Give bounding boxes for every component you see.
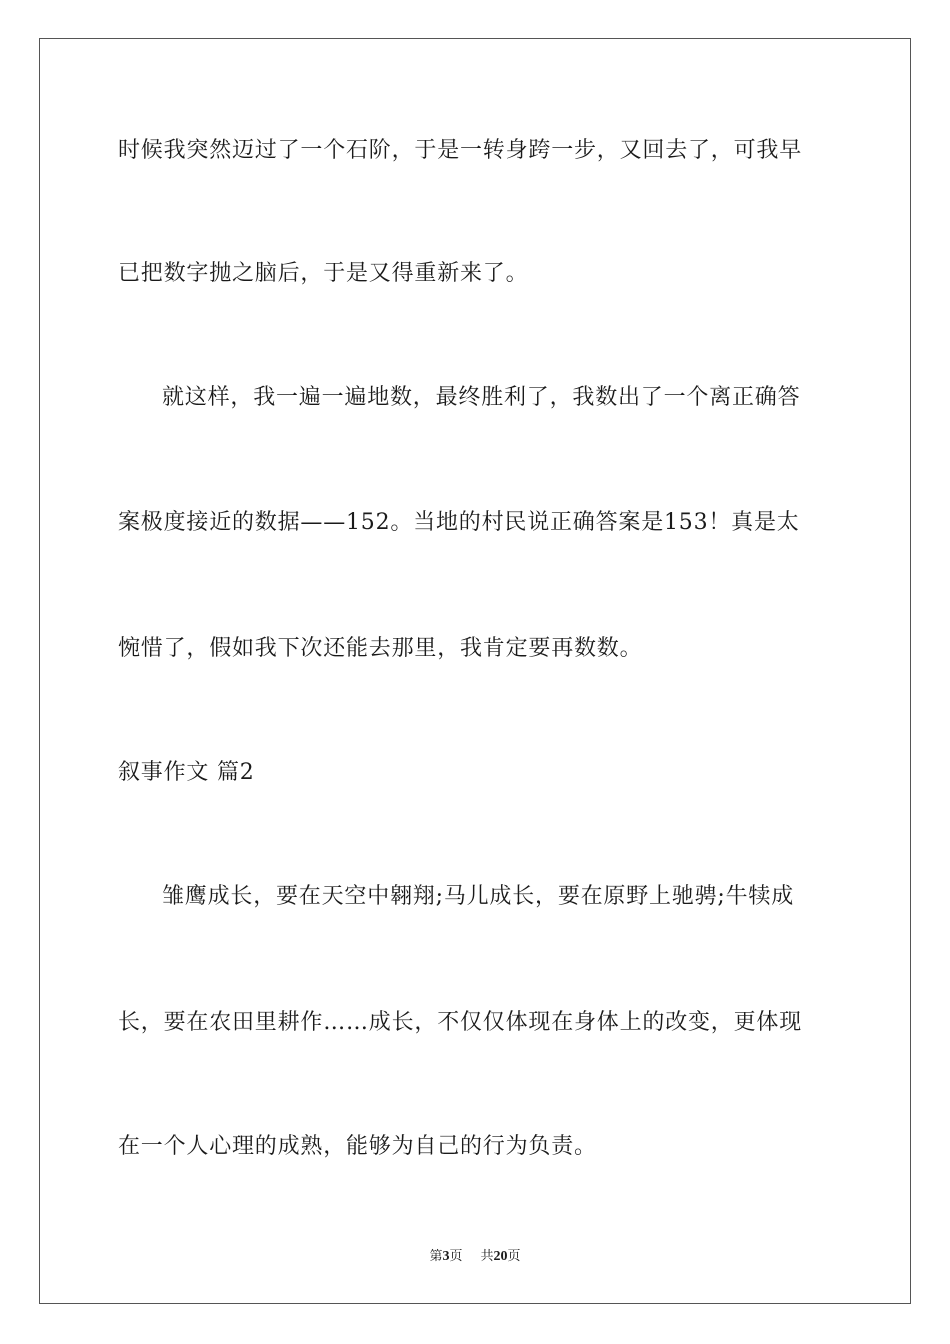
page-suffix: 页 bbox=[449, 1249, 463, 1264]
body-text-line: 案极度接近的数据——152。当地的村民说正确答案是153！真是太 bbox=[118, 510, 800, 535]
body-text-line: 惋惜了，假如我下次还能去那里，我肯定要再数数。 bbox=[118, 636, 643, 661]
page-border bbox=[39, 38, 911, 1304]
page-number: 3 bbox=[442, 1249, 450, 1264]
total-pages: 20 bbox=[493, 1249, 508, 1264]
body-text-line: 长，要在农田里耕作……成长，不仅仅体现在身体上的改变，更体现 bbox=[118, 1010, 803, 1035]
total-suffix: 页 bbox=[507, 1249, 521, 1264]
page-prefix: 第 bbox=[429, 1249, 443, 1264]
body-text-line: 雏鹰成长，要在天空中翱翔;马儿成长，要在原野上驰骋;牛犊成 bbox=[162, 884, 795, 909]
body-text-line: 时候我突然迈过了一个石阶，于是一转身跨一步，又回去了，可我早 bbox=[118, 138, 803, 163]
page-footer bbox=[0, 1248, 950, 1266]
body-text-line: 已把数字抛之脑后，于是又得重新来了。 bbox=[118, 261, 529, 286]
body-text-line: 就这样，我一遍一遍地数，最终胜利了，我数出了一个离正确答 bbox=[162, 385, 801, 410]
total-prefix: 共 bbox=[480, 1249, 494, 1264]
section-heading: 叙事作文 篇2 bbox=[118, 760, 255, 785]
body-text-line: 在一个人心理的成熟，能够为自己的行为负责。 bbox=[118, 1134, 597, 1159]
